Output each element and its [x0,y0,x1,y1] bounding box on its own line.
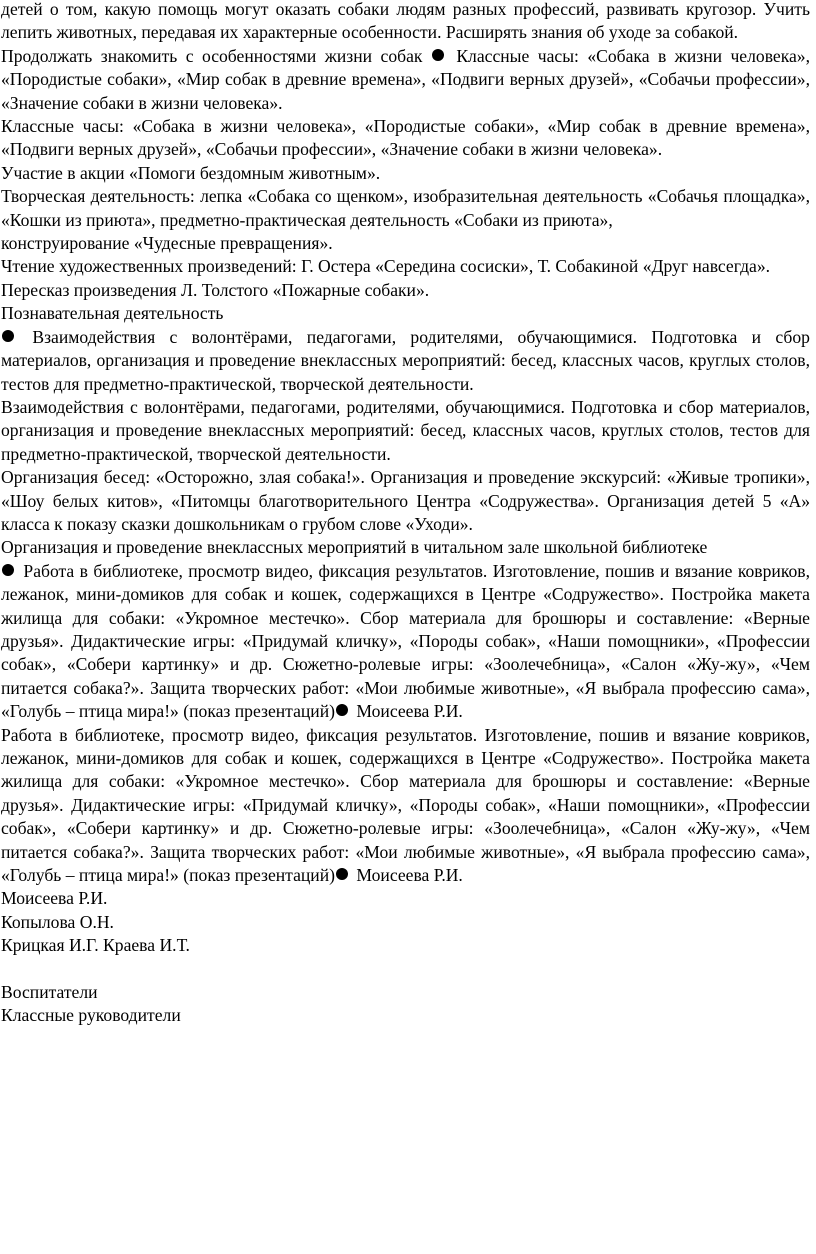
paragraph-text: Чтение художественных произведений: Г. Остера «Середина сосиски», Т. Собакиной «Друг навсегда». [1,256,771,277]
author-name: Крицкая И.Г. Краева И.Т. [1,935,190,956]
paragraph-text: детей о том, какую помощь могут оказать собаки людям разных профессий, развивать кругозор. Учить лепить животных, передавая их характерные особенности. Расширять знания об уходе за собакой. [1,0,810,43]
paragraph-text: Взаимодействия с волонтёрами, педагогами, родителями, обучающимися. Подготовка и сбор материалов, организация и проведение внеклассных мероприятий: бесед, классных часов, круглых столов, тестов для предметно-практической, творческой деятельности. [1,326,810,394]
paragraph [1,326,810,396]
paragraph-text: Участие в акции «Помоги бездомным животным». [1,162,381,183]
author-name: Моисеева Р.И. [352,701,463,722]
section-heading [1,302,810,325]
paragraph-text: Взаимодействия с волонтёрами, педагогами, родителями, обучающимися. Подготовка и сбор материалов, организация и проведение внеклассных мероприятий: бесед, классных часов, круглых столов, тестов для предметно-практической, творческой деятельности. [1,396,810,464]
paragraph-text: конструирование «Чудесные превращения». [1,233,333,254]
paragraph [1,162,810,185]
paragraph-text: Организация бесед: «Осторожно, злая собака!». Организация и проведение экскурсий: «Живые тропики», «Шоу белых китов», «Питомцы благотворительного Центра «Содружества». Организация детей 5 «А» класса к показу сказки дошкольникам о грубом слове «Уходи». [1,467,810,534]
paragraph-text: Пересказ произведения Л. Толстого «Пожарные собаки». [1,279,430,300]
role-line [1,1004,810,1027]
bullet-icon [432,49,444,61]
author-name: Копылова О.Н. [1,911,114,932]
signature-line [1,934,810,957]
blank-line [1,958,810,981]
paragraph [1,560,810,724]
paragraph [1,466,810,536]
paragraph-text: Организация и проведение внеклассных мероприятий в читальном зале школьной библиотеке [1,537,708,558]
paragraph-text: Работа в библиотеке, просмотр видео, фиксация результатов. Изготовление, пошив и вязание ковриков, лежанок, мини-домиков для собак и кошек, содержащихся в Центре «Содружество». Постройка макета жилища для собаки: «Укромное местечко». Сбор материала для брошюры и составление: «Верные друзья». Дидактические игры: «Придумай кличку», «Породы собак», «Наши помощники», «Профессии собак», «Собери картинку» и др. Сюжетно-ролевые игры: «Зоолечебница», «Салон «Жу-жу», «Чем питается собака?». Защита творческих работ: «Мои любимые животные», «Я выбрала профессию сама», «Голубь – птица мира!» (показ презентаций) [1,724,810,886]
paragraph [1,0,810,45]
paragraph-text: Продолжать знакомить с особенностями жизни собак [1,45,423,66]
role-text: Воспитатели [1,982,98,1003]
paragraph [1,45,810,115]
paragraph [1,115,810,162]
paragraph-text: Классные часы: «Собака в жизни человека», «Породистые собаки», «Мир собак в древние времена», «Подвиги верных друзей», «Собачьи профессии», «Значение собаки в жизни человека». [1,45,810,113]
bullet-icon [2,564,14,576]
role-text: Классные руководители [1,1005,181,1026]
paragraph [1,185,810,232]
paragraph-text: Классные часы: «Собака в жизни человека», «Породистые собаки», «Мир собак в древние времена», «Подвиги верных друзей», «Собачьи профессии», «Значение собаки в жизни человека». [1,116,810,160]
paragraph [1,396,810,466]
paragraph [1,724,810,888]
author-name: Моисеева Р.И. [352,865,463,886]
bullet-icon [2,330,14,342]
author-name: Моисеева Р.И. [1,888,108,909]
paragraph [1,232,810,255]
role-line [1,981,810,1004]
bullet-icon [336,704,348,716]
paragraph [1,279,810,302]
bullet-icon [336,868,348,880]
signature-line [1,887,810,910]
paragraph-text: Работа в библиотеке, просмотр видео, фиксация результатов. Изготовление, пошив и вязание ковриков, лежанок, мини-домиков для собак и кошек, содержащихся в Центре «Содружество». Постройка макета жилища для собаки: «Укромное местечко». Сбор материала для брошюры и составление: «Верные друзья». Дидактические игры: «Придумай кличку», «Породы собак», «Наши помощники», «Профессии собак», «Собери картинку» и др. Сюжетно-ролевые игры: «Зоолечебница», «Салон «Жу-жу», «Чем питается собака?». Защита творческих работ: «Мои любимые животные», «Я выбрала профессию сама», «Голубь – птица мира!» (показ презентаций) [1,560,810,722]
heading-text: Познавательная деятельность [1,303,224,324]
paragraph-text: Творческая деятельность: лепка «Собака со щенком», изобразительная деятельность «Собачья площадка», «Кошки из приюта», предметно-практическая деятельность «Собаки из приюта», [1,186,810,230]
paragraph [1,536,810,559]
paragraph [1,255,810,278]
signature-line [1,911,810,934]
